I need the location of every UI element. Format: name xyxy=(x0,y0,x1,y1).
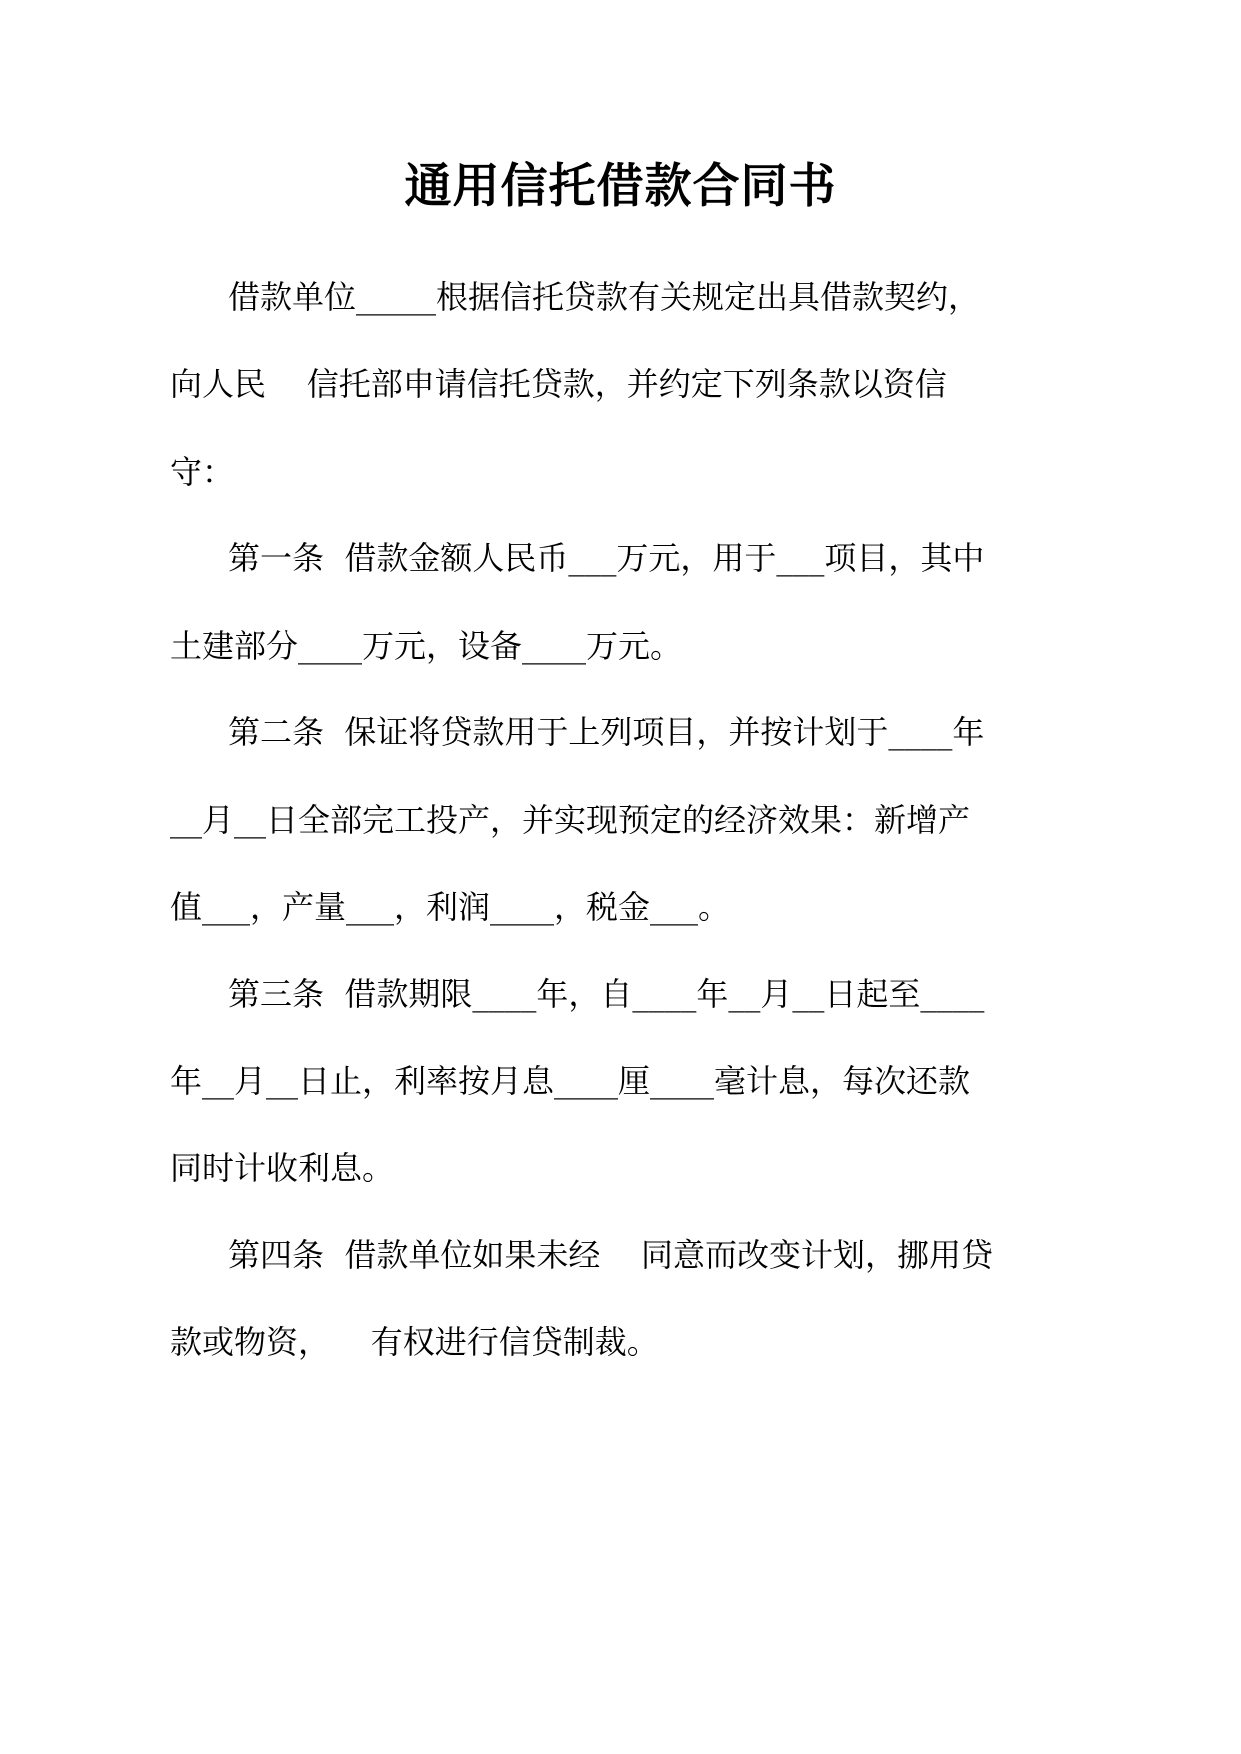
paragraph-line: 守： xyxy=(170,453,235,491)
article-3-line: 同时计收利息。 xyxy=(170,1149,395,1187)
article-2-line: 值___，产量___，利润____，税金___。 xyxy=(170,888,731,926)
article-3-line: 第三条 借款期限____年，自____年__月__日起至____ xyxy=(228,975,985,1013)
article-4-line: 款或物资， 有权进行信贷制裁。 xyxy=(170,1323,659,1361)
paragraph-line: 借款单位_____根据信托贷款有关规定出具借款契约， xyxy=(228,278,981,316)
article-4-line: 第四条 借款单位如果未经 同意而改变计划，挪用贷 xyxy=(228,1236,994,1274)
article-2-line: __月__日全部完工投产，并实现预定的经济效果：新增产 xyxy=(170,801,971,839)
paragraph-line: 向人民 信托部申请信托贷款，并约定下列条款以资信 xyxy=(170,365,947,403)
article-3-line: 年__月__日止，利率按月息____厘____毫计息，每次还款 xyxy=(170,1062,971,1100)
article-1-line: 土建部分____万元，设备____万元。 xyxy=(170,627,683,665)
document-title: 通用信托借款合同书 xyxy=(404,159,837,214)
article-2-line: 第二条 保证将贷款用于上列项目，并按计划于____年 xyxy=(228,713,985,751)
article-1-line: 第一条 借款金额人民币___万元，用于___项目，其中 xyxy=(228,539,985,577)
